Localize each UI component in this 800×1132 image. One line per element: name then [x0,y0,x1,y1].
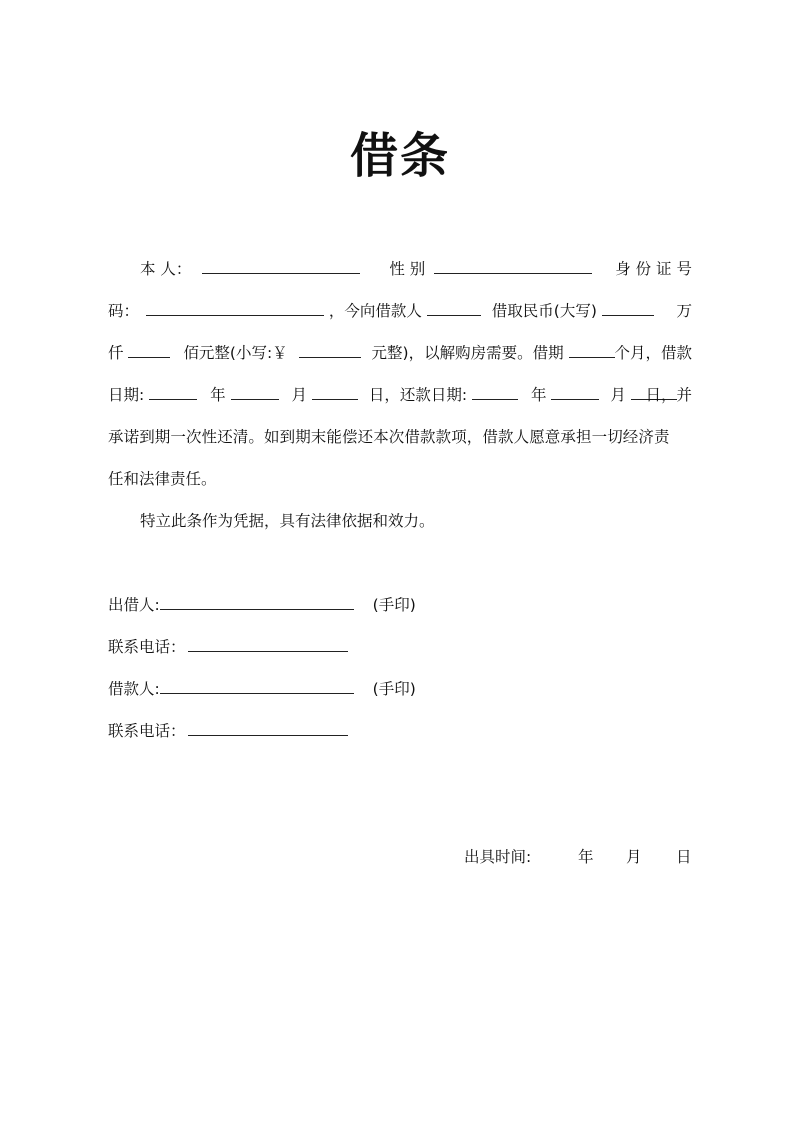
gender-label: 性 别 [389,260,426,278]
document-title: 借条 [349,128,450,184]
borrower-label: 借款人: [108,680,160,698]
month-borrow-text: 个月，借款 [614,344,692,362]
paragraph-line-3 [108,340,692,366]
borrow-date-label: 日期: [108,386,145,404]
issue-month-label: 月 [626,848,642,866]
amount-wan-blank[interactable] [602,298,654,316]
paragraph-line-6: 任和法律责任。 [108,470,217,488]
gender-blank[interactable] [434,256,592,274]
paragraph-line-4 [108,382,692,408]
borrow-month-blank[interactable] [231,382,279,400]
term-months-blank[interactable] [569,340,615,358]
lender-phone-row [108,634,348,660]
paragraph-line-1 [108,256,692,282]
borrow-year-blank[interactable] [149,382,197,400]
lender-phone-label: 联系电话： [108,638,186,656]
id-label-part2: 码： [108,302,140,320]
amount-small-blank[interactable] [299,340,361,358]
month-text: 月 [291,386,308,404]
borrower-phone-blank[interactable] [188,718,348,736]
borrow-text: 借取民币(大写) [491,302,597,320]
lender-sign-blank[interactable] [160,592,354,610]
repay-month-blank[interactable] [551,382,599,400]
borrower-phone-label: 联系电话： [108,722,186,740]
amount-qian-blank[interactable] [128,340,170,358]
yuan-text: 元整)，以解购房需要。借期 [371,344,564,362]
month-text-2: 月 [610,386,626,404]
borrower-phone-row [108,718,348,744]
lend-text: ，今向借款人 [328,302,422,320]
borrower-handprint-label: (手印) [372,680,416,698]
repay-date-label: 日，还款日期: [368,386,468,404]
name-label: 本 人： [140,260,192,278]
borrower-sign-blank[interactable] [160,676,354,694]
id-number-blank[interactable] [146,298,324,316]
name-blank[interactable] [202,256,360,274]
qian-text: 仟 [108,344,124,362]
issue-day-label: 日 [676,848,692,866]
repay-year-blank[interactable] [472,382,518,400]
year-text: 年 [210,386,226,404]
paragraph-2: 特立此条作为凭据，具有法律依据和效力。 [140,512,435,530]
paragraph-line-2 [108,298,692,324]
year-text-2: 年 [531,386,547,404]
paragraph-line-5: 承诺到期一次性还清。如到期末能偿还本次借款款项，借款人愿意承担一切经济责 [108,428,670,446]
issue-year-label: 年 [578,848,594,866]
lender-row [108,592,416,618]
issue-date-row [464,844,692,870]
issue-time-label: 出具时间: [464,848,532,866]
id-label-part1: 身 份 证 号 [615,260,692,278]
lender-blank[interactable] [427,298,481,316]
borrower-row [108,676,416,702]
lender-phone-blank[interactable] [188,634,348,652]
wan-text: 万 [676,302,692,320]
bai-text: 佰元整(小写:￥ [183,344,288,362]
lender-label: 出借人: [108,596,160,614]
borrow-day-blank[interactable] [312,382,358,400]
lender-handprint-label: (手印) [372,596,416,614]
day-text-2: 日，并 [645,386,692,404]
